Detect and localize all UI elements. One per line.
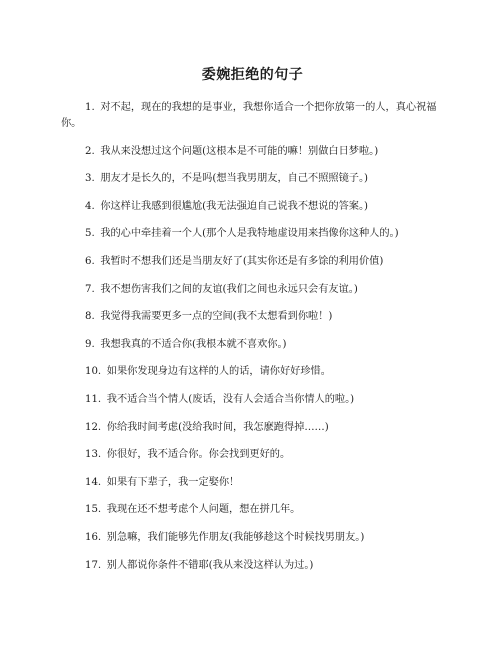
item-text: 你很好，我不适合你。你会找到更好的。 — [106, 449, 291, 461]
item-text: 朋友才是长久的，不是吗(想当我男朋友，自己不照照镜子。) — [100, 173, 369, 185]
item-number: 5. — [84, 228, 95, 240]
list-item — [61, 502, 444, 518]
item-text: 我不适合当个情人(废话，没有人会适合当你情人的啦。) — [106, 393, 355, 405]
item-number: 1. — [84, 102, 95, 113]
list-item — [61, 337, 444, 353]
item-text: 我觉得我需要更多一点的空间(我不太想看到你啦！) — [100, 311, 333, 323]
list-item — [61, 475, 444, 491]
list-item — [61, 392, 444, 408]
list-item — [61, 364, 444, 380]
item-text: 我的心中牵挂着一个人(那个人是我特地虚设用来挡像你这种人的。) — [100, 228, 399, 240]
item-text: 别人都说你条件不错耶(我从来没这样认为过。) — [106, 559, 314, 571]
item-text: 如果你发现身边有这样的人的话，请你好好珍惜。 — [106, 366, 331, 378]
list-item — [61, 199, 444, 215]
item-number: 11. — [84, 393, 102, 405]
list-item — [61, 309, 444, 325]
item-text: 如果有下辈子，我一定娶你！ — [106, 476, 240, 488]
list-item — [61, 420, 444, 436]
list-item — [61, 226, 444, 242]
item-number: 15. — [84, 504, 102, 516]
item-text: 你这样让我感到很尴尬(我无法强迫自己说我不想说的答案。) — [100, 200, 369, 212]
list-item — [61, 447, 444, 463]
list-item — [61, 254, 444, 270]
item-text: 我不想伤害我们之间的友谊(我们之间也永远只会有友谊。) — [100, 283, 358, 295]
list-item — [61, 530, 444, 546]
list-item — [61, 144, 444, 160]
item-text: 我从来没想过这个问题(这根本是不可能的嘛！别做白日梦啦。) — [100, 145, 379, 157]
item-number: 8. — [84, 311, 95, 323]
item-number: 16. — [84, 531, 102, 543]
list-item — [61, 171, 444, 187]
item-text: 我现在还不想考虑个人问题，想在拼几年。 — [106, 504, 301, 516]
item-number: 6. — [84, 255, 95, 267]
item-text: 我暂时不想我们还是当朋友好了(其实你还是有多馀的利用价值) — [100, 255, 384, 267]
item-number: 3. — [84, 173, 95, 185]
item-number: 2. — [84, 145, 95, 157]
item-number: 4. — [84, 200, 95, 212]
list-item — [61, 100, 444, 132]
item-number: 7. — [84, 283, 95, 295]
item-text: 别急嘛，我们能够先作朋友(我能够趁这个时候找男朋友。) — [106, 531, 365, 543]
sentence-list — [61, 100, 444, 574]
page-title: 委婉拒绝的句子 — [201, 67, 304, 83]
item-number: 12. — [84, 421, 102, 433]
item-number: 17. — [84, 559, 102, 571]
item-number: 14. — [84, 476, 102, 488]
item-number: 10. — [84, 366, 102, 378]
item-number: 13. — [84, 449, 102, 461]
item-text: 我想我真的不适合你(我根本就不喜欢你。) — [100, 338, 287, 350]
item-number: 9. — [84, 338, 95, 350]
item-text: 你给我时间考虑(没给我时间，我怎麽跑得掉……) — [106, 421, 329, 433]
item-text: 对不起，现在的我想的是事业，我想你适合一个把你放第一的人，真心祝福你。 — [61, 102, 437, 129]
list-item — [61, 282, 444, 298]
list-item — [61, 558, 444, 574]
